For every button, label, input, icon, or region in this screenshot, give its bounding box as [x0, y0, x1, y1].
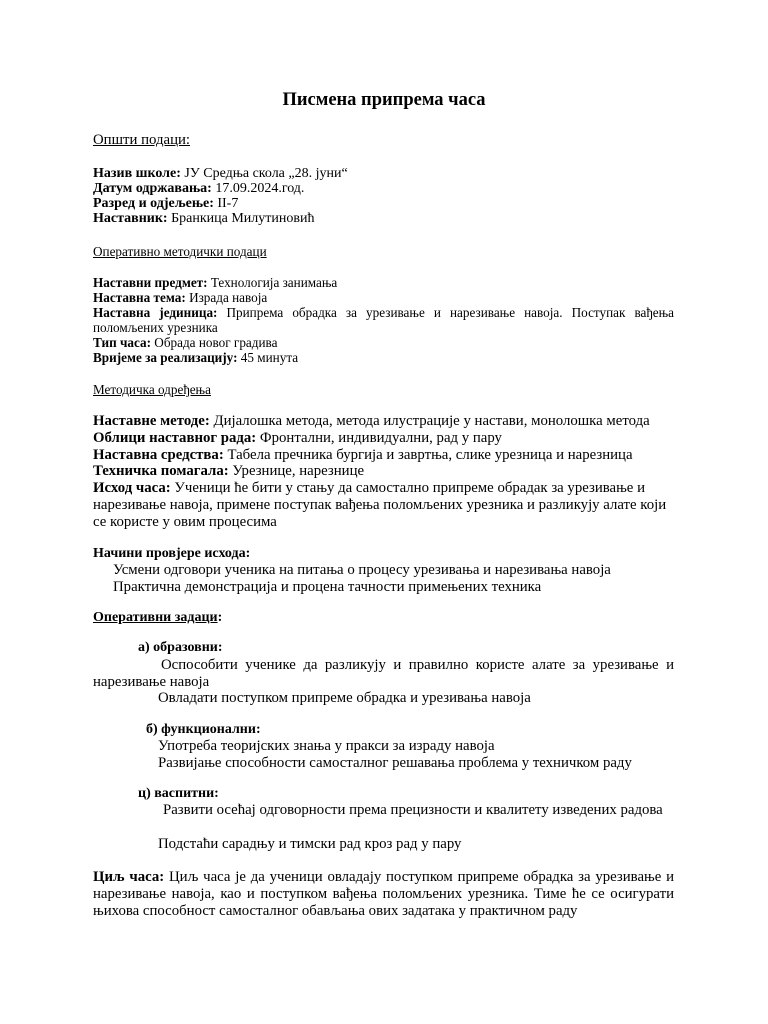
- verification-list: [113, 562, 674, 596]
- unit-label: Наставна јединица:: [93, 305, 218, 320]
- educational-label: [138, 640, 438, 655]
- teacher-label: Наставник:: [93, 211, 168, 226]
- functional-item-2: Развијање способности самосталног решавања проблема у техничком раду: [158, 755, 632, 771]
- school-label: Назив школе:: [93, 166, 181, 181]
- date-value: 17.09.2024.год.: [211, 181, 305, 196]
- date-label: Датум одржавања:: [93, 181, 212, 196]
- subject-label: Наставни предмет:: [93, 275, 208, 290]
- functional-item-1: Употреба теоријских знања у пракси за израду навоја: [158, 738, 495, 754]
- educational-item-1-text: Оспособити ученике да разликују и правилно користе алате за урезивање и нарезивање навоја: [93, 657, 674, 690]
- upbringing-label-text: ц) васпитни:: [138, 786, 219, 801]
- methods-label: Наставне методе:: [93, 413, 210, 429]
- verification-section: [93, 546, 674, 561]
- time-value: 45 минута: [237, 350, 299, 365]
- forms-label: Облици наставног рада:: [93, 429, 257, 446]
- outcome-line: [93, 480, 674, 530]
- time-label: Вријеме за реализацију:: [93, 350, 238, 365]
- outcome-label: Исход часа:: [93, 480, 171, 497]
- methodical-heading: Методичка одређења: [93, 382, 211, 397]
- upbringing-item-1: [93, 802, 674, 819]
- educational-label-text: а) образовни:: [138, 640, 223, 655]
- methodical-section: [93, 413, 674, 531]
- grade-line: [93, 196, 674, 211]
- functional-label: [146, 722, 446, 737]
- tasks-heading-line: [93, 610, 674, 625]
- topic-value: Израда навоја: [185, 290, 268, 305]
- tools-line: [93, 463, 674, 480]
- goal-label: Циљ часа:: [93, 869, 165, 885]
- unit-line: [93, 305, 674, 335]
- type-line: [93, 335, 674, 350]
- verification-item: Усмени одговори ученика на питања о процесу урезивања и нарезивања навоја: [113, 562, 611, 578]
- operative-data-heading: Оперативно методички подаци: [93, 244, 267, 259]
- tools-value: Урезнице, нарезнице: [228, 463, 365, 480]
- means-value: Табела пречника бургија и завртња, слике урезница и нарезница: [223, 446, 633, 463]
- operative-data-section: [93, 275, 674, 365]
- verification-heading: Начини провјере исхода:: [93, 546, 251, 561]
- means-line: [93, 447, 674, 464]
- tasks-heading-colon: :: [217, 610, 223, 625]
- date-line: [93, 181, 674, 196]
- topic-label: Наставна тема:: [93, 290, 186, 305]
- functional-label-text: б) функционални:: [146, 722, 261, 737]
- tasks-heading: Оперативни задаци: [93, 610, 218, 625]
- tools-label: Техничка помагала:: [93, 463, 229, 480]
- general-data-heading: Општи подаци:: [93, 132, 191, 148]
- forms-line: [93, 430, 674, 447]
- subject-value: Технологија занимања: [207, 275, 338, 290]
- upbringing-label: [138, 786, 438, 801]
- methods-line: [93, 413, 674, 430]
- topic-line: [93, 290, 674, 305]
- educational-item-2: Овладати поступком припреме обрадка и урезивања навоја: [158, 690, 531, 706]
- educational-item-1: [93, 657, 674, 691]
- teacher-line: [93, 211, 674, 226]
- grade-value: II-7: [213, 196, 239, 211]
- grade-label: Разред и одјељење:: [93, 196, 214, 211]
- teacher-value: Бранкица Милутиновић: [167, 211, 315, 226]
- goal-section: [93, 869, 674, 919]
- school-value: ЈУ Средња скола „28. јуни“: [180, 166, 348, 181]
- methods-value: Дијалошка метода, метода илустрације у настави, монолошка метода: [209, 413, 650, 429]
- type-value: Обрада новог градива: [151, 335, 278, 350]
- goal-value: Циљ часа је да ученици овладају поступком припреме обрадка за урезивање и нарезивање навоја, као и поступком вађења поломљених урезника. Тиме ће се осигурати њихова способност самосталног обављања ових задатака у практичном раду: [93, 869, 674, 919]
- outcome-value: Ученици ће бити у стању да самостално припреме обрадак за урезивање и нарезивање навоја, примене поступак вађења поломљених урезника и разликују алате који се користе у овим процесима: [93, 480, 667, 530]
- means-label: Наставна средства:: [93, 446, 224, 463]
- time-line: [93, 350, 674, 365]
- forms-value: Фронтални, индивидуални, рад у пару: [256, 429, 502, 446]
- upbringing-item-2: Подстаћи сарадњу и тимски рад кроз рад у пару: [158, 836, 462, 852]
- upbringing-item-1-text: Развити осећај одговорности према прецизности и квалитету изведених радова: [163, 802, 663, 818]
- school-line: [93, 166, 674, 181]
- unit-value: Припрема обрадка за урезивање и нарезивање навоја. Поступак вађења поломљених урезника: [93, 305, 675, 335]
- page-title: Писмена припрема часа: [282, 90, 486, 110]
- type-label: Тип часа:: [93, 335, 151, 350]
- general-data-section: [93, 166, 674, 226]
- verification-item: Практична демонстрација и процена тачности примењених техника: [113, 578, 542, 595]
- subject-line: [93, 275, 674, 290]
